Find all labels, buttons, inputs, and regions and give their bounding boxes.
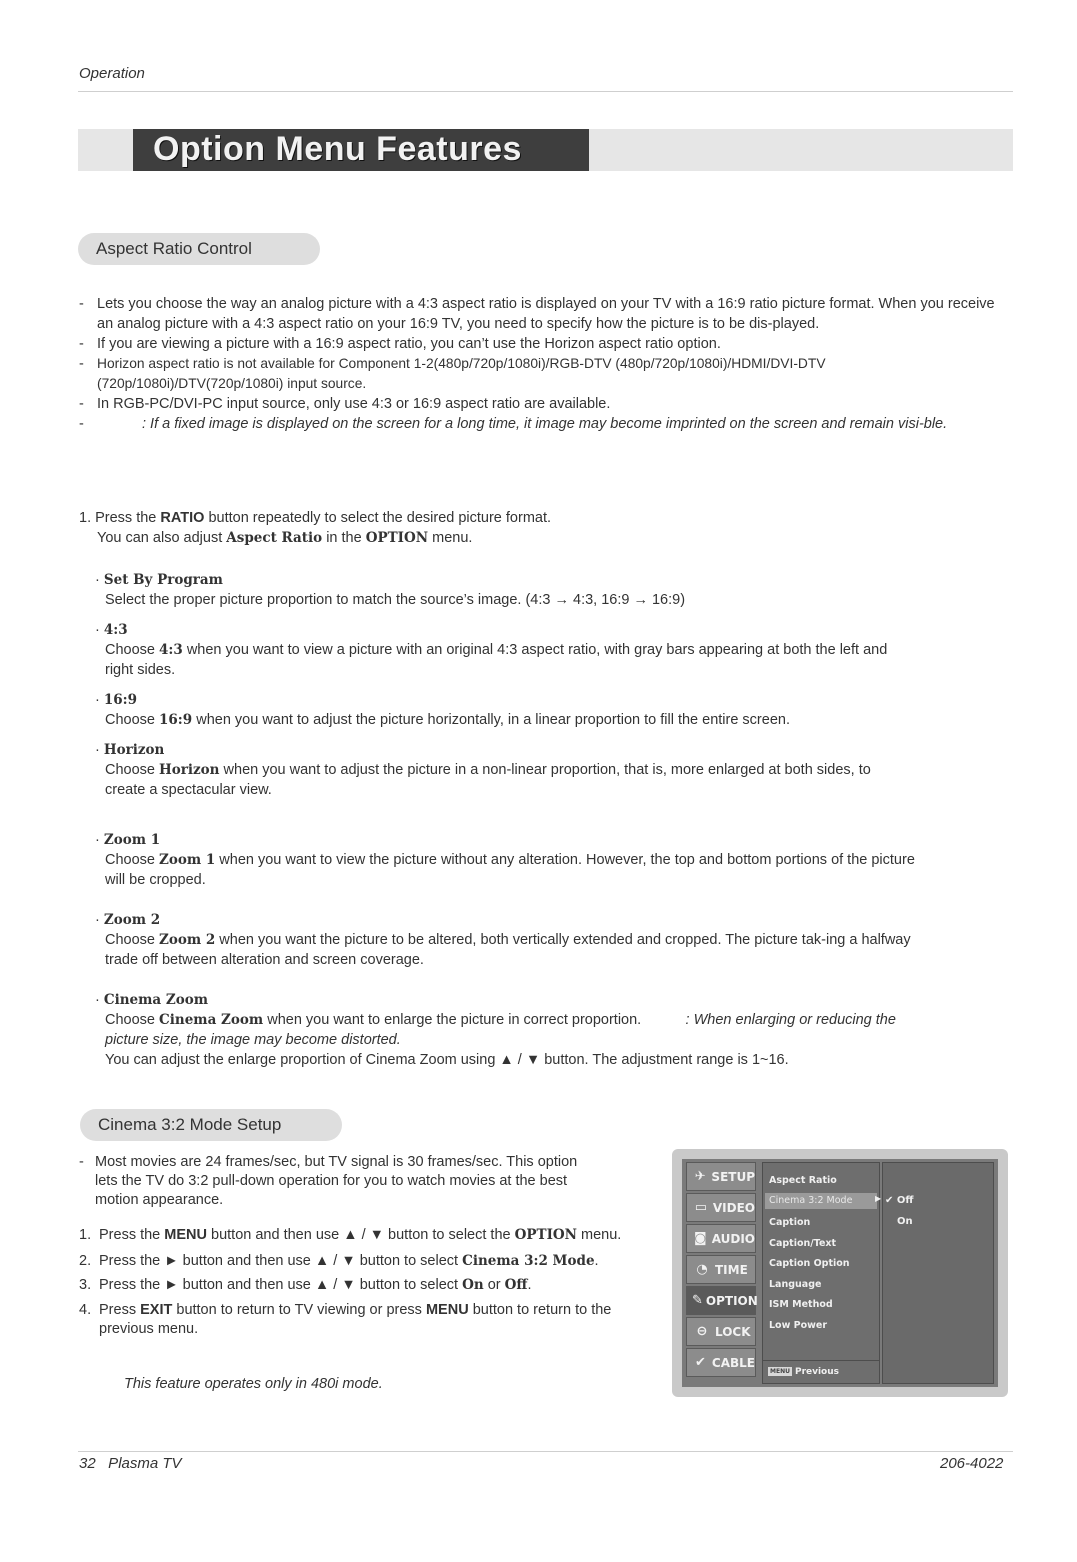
option-body: when you want to adjust the picture in a non-linear proportion, that is, more enlarged at both sides, to create a spectacular view. xyxy=(105,762,871,798)
satellite-icon: ✈ xyxy=(694,1169,706,1184)
option-title: Zoom 1 xyxy=(103,832,161,848)
list-item: - If you are viewing a picture with a 16:9 aspect ratio, you can’t use the Horizon aspect ratio option. xyxy=(79,336,721,352)
step-text: You can also adjust xyxy=(97,530,223,546)
menu-item-cinema-mode[interactable]: Cinema 3:2 Mode xyxy=(765,1193,877,1209)
option-zoom-1: · Zoom 1 Choose Zoom 1 when you want to view the picture without any alteration. However, the top and bottom portions of the picture will be cropped. xyxy=(95,832,915,888)
note-text: If you are viewing a picture with a 16:9 aspect ratio, you can’t use the Horizon aspect ratio option. xyxy=(97,336,721,352)
footer-doc-number: 206-4022 xyxy=(940,1455,1004,1472)
aspect-step-1 xyxy=(79,508,979,548)
tab-label: AUDIO xyxy=(711,1231,755,1246)
tab-option[interactable] xyxy=(686,1286,756,1315)
option-body: Choose xyxy=(105,762,155,778)
tv-menu-tabs xyxy=(686,1162,758,1384)
menu-item-aspect-ratio[interactable]: Aspect Ratio xyxy=(769,1175,837,1186)
option-16-9: · 16:9 Choose 16:9 when you want to adjust the picture horizontally, in a linear proportion to fill the entire screen. xyxy=(95,692,790,728)
submenu-arrow-icon: ▶ xyxy=(875,1194,882,1203)
tab-label: VIDEO xyxy=(712,1200,755,1215)
tab-setup[interactable] xyxy=(686,1162,756,1191)
value-off[interactable]: ✔ Off xyxy=(885,1195,914,1206)
option-body: You can adjust the enlarge proportion of Cinema Zoom using ▲ / ▼ button. The adjustment range is 1~16. xyxy=(105,1052,789,1068)
check-icon: ✔ xyxy=(695,1355,706,1370)
menu-item-low-power[interactable]: Low Power xyxy=(769,1320,828,1331)
list-item: 1. Press the MENU button and then use ▲ / ▼ button to select the OPTION menu. xyxy=(79,1227,622,1243)
step-text: in the xyxy=(326,530,362,546)
padlock-icon: ⊖ xyxy=(696,1324,708,1339)
step-text: 1. Press the xyxy=(79,510,157,526)
step-text: Press the xyxy=(99,1227,161,1243)
aspect-ratio-label: Aspect Ratio xyxy=(226,530,323,546)
option-title: Cinema Zoom xyxy=(103,992,209,1008)
step-text: Press xyxy=(99,1302,137,1318)
option-keyword: Horizon xyxy=(159,762,220,778)
aspect-notes-list xyxy=(79,294,1014,434)
tab-label: OPTION xyxy=(705,1293,758,1308)
option-menu-label: OPTION xyxy=(514,1227,577,1243)
caution-text: : When enlarging or reducing the picture size, the image may become distorted. xyxy=(105,1012,896,1048)
option-body: Choose xyxy=(105,852,155,868)
previous-button[interactable] xyxy=(763,1360,879,1382)
menu-key-icon: MENU xyxy=(770,1368,790,1375)
option-keyword: Zoom 1 xyxy=(159,852,216,868)
menu-item-caption-option[interactable]: Caption Option xyxy=(769,1258,850,1269)
step-text: menu. xyxy=(581,1227,622,1243)
section-heading-aspect-ratio: Aspect Ratio Control xyxy=(78,233,320,265)
menu-button-label: MENU xyxy=(164,1227,207,1243)
option-title: Zoom 2 xyxy=(103,912,161,928)
option-keyword: Zoom 2 xyxy=(159,932,216,948)
list-item: - In RGB-PC/DVI-PC input source, only use 4:3 or 16:9 aspect ratio are available. xyxy=(79,396,611,412)
option-body: when you want the picture to be altered, both vertically extended and cropped. The picture tak-ing a halfway trade off between alteration and screen coverage. xyxy=(105,932,911,968)
caution-item: - : If a fixed image is displayed on the screen for a long time, it image may become imprinted on the screen and remain visi-ble. xyxy=(79,416,948,432)
option-cinema-zoom: · Cinema Zoom Choose Cinema Zoom when you want to enlarge the picture in correct proportion. : When enlarging or reducing the picture size, the image may become distorted. You can adjust the enlarge proportion of Cinema Zoom using ▲ / ▼ button. The adjustment range is 1~16. xyxy=(95,990,915,1070)
exit-button-label: EXIT xyxy=(140,1302,173,1318)
list-item: - Lets you choose the way an analog picture with a 4:3 aspect ratio is displayed on your TV with a 16:9 ratio picture format. When you receive an analog picture with a 4:3 aspect ratio on your 16:9 TV, you need to specify how the picture is to be dis-played. xyxy=(79,296,995,332)
speaker-icon: ◙ xyxy=(694,1231,707,1246)
footer-page-label: 32 Plasma TV xyxy=(79,1455,182,1472)
tv-menu-panel xyxy=(682,1159,998,1387)
wrench-icon: ✎ xyxy=(692,1293,703,1308)
cinema-intro: - Most movies are 24 frames/sec, but TV signal is 30 frames/sec. This option lets the TV do 3:2 pull-down operation for you to watch movies at the best motion appearance. xyxy=(79,1154,578,1208)
tab-cable[interactable] xyxy=(686,1348,756,1377)
cinema-mode-label: Cinema 3:2 Mode xyxy=(462,1253,595,1269)
option-body: when you want to enlarge the picture in correct proportion. xyxy=(267,1012,642,1028)
step-text: . xyxy=(527,1277,532,1293)
option-body: Choose xyxy=(105,932,155,948)
menu-item-ism-method[interactable]: ISM Method xyxy=(769,1299,833,1310)
step-text: button repeatedly to select the desired picture format. xyxy=(208,510,552,526)
menu-button-label: MENU xyxy=(425,1302,469,1318)
previous-label: Previous xyxy=(794,1367,840,1377)
list-item: 4. Press EXIT button to return to TV viewing or press MENU button to return to the previous menu. xyxy=(79,1302,612,1337)
step-text: button to return to the previous menu. xyxy=(99,1302,612,1337)
menu-item-caption[interactable]: Caption xyxy=(769,1217,811,1228)
step-text: Press the ► button and then use ▲ / ▼ button to select xyxy=(99,1277,459,1293)
option-title: 4:3 xyxy=(103,622,128,638)
option-set-by-program: · Set By Program Select the proper picture proportion to match the source’s image. (4:3 → 4:3, 16:9 → 16:9) xyxy=(95,570,915,610)
tab-audio[interactable] xyxy=(686,1224,756,1253)
tab-label: LOCK xyxy=(715,1324,751,1339)
step-text: Press the ► button and then use ▲ / ▼ button to select xyxy=(99,1253,459,1269)
option-title: 16:9 xyxy=(103,692,138,708)
clock-icon: ◔ xyxy=(696,1262,708,1277)
option-menu-label: OPTION xyxy=(365,530,429,546)
note-text: In RGB-PC/DVI-PC input source, only use 4:3 or 16:9 aspect ratio are available. xyxy=(97,396,611,412)
option-title: Horizon xyxy=(103,742,165,758)
step-text: . xyxy=(594,1253,599,1269)
option-body: when you want to adjust the picture horizontally, in a linear proportion to fill the entire screen. xyxy=(196,712,790,728)
cinema-steps xyxy=(79,1226,669,1339)
option-body: when you want to view a picture with an original 4:3 aspect ratio, with gray bars appearing at both the left and right sides. xyxy=(105,642,888,678)
tv-menu-items xyxy=(762,1162,880,1384)
intro-text: Most movies are 24 frames/sec, but TV signal is 30 frames/sec. This option lets the TV do 3:2 pull-down operation for you to watch movies at the best motion appearance. xyxy=(95,1154,578,1208)
step-text: button to return to TV viewing or press xyxy=(176,1302,422,1318)
cinema-note: This feature operates only in 480i mode. xyxy=(124,1376,383,1392)
option-keyword: Cinema Zoom xyxy=(159,1012,264,1028)
menu-item-language[interactable]: Language xyxy=(769,1279,822,1290)
option-horizon: · Horizon Choose Horizon when you want to adjust the picture in a non-linear proportion, that is, more enlarged at both sides, to create a spectacular view. xyxy=(95,742,871,798)
step-text: menu. xyxy=(432,530,473,546)
option-title: Set By Program xyxy=(103,572,223,588)
tab-label: TIME xyxy=(715,1262,748,1277)
list-item: 2. Press the ► button and then use ▲ / ▼ button to select Cinema 3:2 Mode. xyxy=(79,1253,599,1269)
caution-text: : If a fixed image is displayed on the screen for a long time, it image may become imprinted on the screen and remain visi-ble. xyxy=(142,416,948,432)
option-body: Choose xyxy=(105,1012,155,1028)
tab-label: CABLE xyxy=(711,1355,755,1370)
off-label: Off xyxy=(504,1277,528,1293)
option-keyword: 4:3 xyxy=(159,642,183,658)
option-keyword: 16:9 xyxy=(159,712,193,728)
note-text: Lets you choose the way an analog picture with a 4:3 aspect ratio is displayed on your TV with a 16:9 ratio picture format. When you receive an analog picture with a 4:3 aspect ratio on your 16:9 TV, you need to specify how the picture is to be dis-played. xyxy=(97,296,995,332)
on-label: On xyxy=(462,1277,484,1293)
header-section-label: Operation xyxy=(79,65,145,82)
option-body: Choose xyxy=(105,712,155,728)
step-text: button and then use ▲ / ▼ button to select the xyxy=(211,1227,511,1243)
value-on[interactable]: On xyxy=(897,1216,913,1227)
tab-lock[interactable] xyxy=(686,1317,756,1346)
list-item: - Horizon aspect ratio is not available for Component 1-2(480p/720p/1080i)/RGB-DTV (480p/720p/1080i)/HDMI/DVI-DTV (720p/1080i)/DTV(720p/1080i) input source. xyxy=(79,356,826,391)
option-zoom-2: · Zoom 2 Choose Zoom 2 when you want the picture to be altered, both vertically extended and cropped. The picture tak-ing a halfway trade off between alteration and screen coverage. xyxy=(95,912,911,968)
screen-icon: ▭ xyxy=(694,1200,708,1215)
header-divider xyxy=(78,91,1013,92)
option-body: Select the proper picture proportion to match the source’s image. (4:3 → 4:3, 16:9 → 16:9) xyxy=(105,592,686,608)
tab-time[interactable] xyxy=(686,1255,756,1284)
page-title: Option Menu Features xyxy=(153,130,522,168)
note-text: Horizon aspect ratio is not available for Component 1-2(480p/720p/1080i)/RGB-DTV (480p/720p/1080i)/HDMI/DVI-DTV (720p/1080i)/DTV(720p/1080i) input source. xyxy=(97,356,826,391)
option-body: when you want to view the picture without any alteration. However, the top and bottom portions of the picture will be cropped. xyxy=(105,852,915,888)
footer-divider xyxy=(78,1451,1013,1452)
tv-menu-screenshot xyxy=(672,1149,1008,1397)
list-item: 3. Press the ► button and then use ▲ / ▼ button to select On or Off. xyxy=(79,1277,532,1293)
ratio-button-label: RATIO xyxy=(160,510,205,526)
step-text: or xyxy=(487,1277,501,1293)
option-body: Choose xyxy=(105,642,155,658)
tv-menu-values xyxy=(882,1162,994,1384)
menu-item-caption-text[interactable]: Caption/Text xyxy=(769,1238,837,1249)
option-4-3: · 4:3 Choose 4:3 when you want to view a picture with an original 4:3 aspect ratio, with gray bars appearing at both the left and right sides. xyxy=(95,622,888,678)
tab-video[interactable] xyxy=(686,1193,756,1222)
tab-label: SETUP xyxy=(711,1169,755,1184)
section-heading-cinema-mode: Cinema 3:2 Mode Setup xyxy=(80,1109,342,1141)
